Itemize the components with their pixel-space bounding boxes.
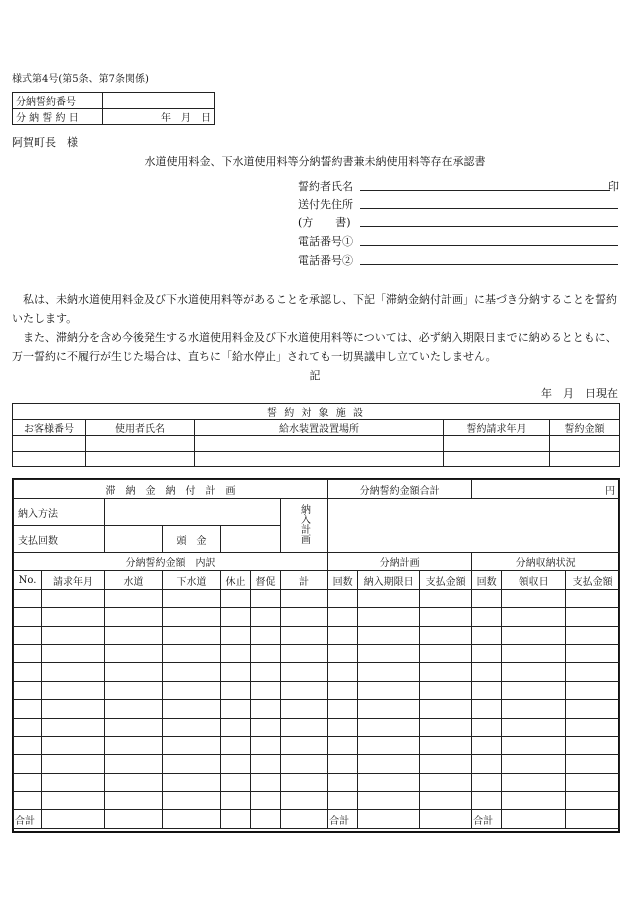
table-cell[interactable] (163, 589, 221, 607)
table-cell[interactable] (221, 773, 251, 791)
table-cell[interactable] (420, 755, 472, 773)
payment-method-value[interactable] (105, 499, 281, 526)
care-of-line[interactable] (360, 226, 618, 227)
table-cell[interactable] (281, 608, 328, 626)
table-cell[interactable] (420, 589, 472, 607)
table-cell[interactable] (163, 718, 221, 736)
payment-method-label: 納入方法 (14, 499, 105, 526)
table-cell[interactable] (14, 644, 42, 662)
agreement-number-label: 分納誓約番号 (13, 93, 103, 109)
table-cell[interactable] (221, 736, 251, 754)
document-title: 水道使用料金、下水道使用料等分納誓約書兼未納使用料等存在承認書 (144, 155, 486, 168)
table-cell[interactable] (281, 663, 328, 681)
table-cell[interactable] (163, 663, 221, 681)
col-pledge-amount: 誓約金額 (550, 420, 620, 436)
table-cell[interactable] (420, 736, 472, 754)
table-row (14, 626, 620, 644)
table-cell[interactable] (163, 700, 221, 718)
table-cell[interactable] (566, 626, 620, 644)
table-cell[interactable] (472, 589, 502, 607)
table-cell[interactable] (163, 792, 221, 810)
table-cell[interactable] (281, 736, 328, 754)
table-cell[interactable] (221, 589, 251, 607)
table-cell[interactable] (472, 608, 502, 626)
table-row (14, 663, 620, 681)
table-cell[interactable] (163, 773, 221, 791)
payment-plan-vertical-label (281, 499, 328, 553)
plan-column-headers (14, 571, 620, 589)
table-cell[interactable] (358, 681, 420, 699)
table-row (13, 436, 620, 452)
table-cell[interactable] (42, 755, 105, 773)
table-cell[interactable] (328, 608, 358, 626)
plan-rows (14, 589, 620, 810)
table-cell[interactable] (566, 736, 620, 754)
col-customer-number: お客様番号 (13, 420, 86, 436)
table-row (14, 608, 620, 626)
col-sewer: 下水道 (163, 571, 221, 589)
table-cell[interactable] (328, 792, 358, 810)
col-claim-month: 請求年月 (42, 571, 105, 589)
address-label: 送付先住所 (298, 198, 353, 211)
installments-value[interactable] (105, 526, 163, 553)
table-cell[interactable] (472, 773, 502, 791)
table-cell[interactable] (163, 644, 221, 662)
col-no: No. (14, 571, 42, 589)
table-cell[interactable] (42, 589, 105, 607)
table-cell[interactable] (251, 589, 281, 607)
table-cell[interactable] (281, 755, 328, 773)
note-mark: 記 (309, 369, 321, 382)
table-row (14, 755, 620, 773)
table-row (14, 736, 620, 754)
table-row (14, 792, 620, 810)
table-cell[interactable] (420, 663, 472, 681)
table-cell[interactable] (221, 755, 251, 773)
table-cell[interactable] (502, 736, 566, 754)
table-cell[interactable] (566, 700, 620, 718)
table-cell[interactable] (251, 608, 281, 626)
total-label-status: 合計 (472, 810, 502, 828)
table-cell[interactable] (105, 608, 163, 626)
table-cell[interactable] (358, 644, 420, 662)
payment-plan-vertical-text: 納入計画 (298, 504, 310, 544)
table-cell[interactable] (251, 718, 281, 736)
table-cell[interactable] (105, 718, 163, 736)
table-cell[interactable] (14, 681, 42, 699)
table-row (14, 700, 620, 718)
installments-label: 支払回数 (14, 526, 105, 553)
table-cell[interactable] (221, 681, 251, 699)
table-cell[interactable] (163, 736, 221, 754)
agreement-number-value[interactable] (103, 93, 215, 109)
table-cell[interactable] (105, 644, 163, 662)
table-cell[interactable] (281, 792, 328, 810)
table-cell[interactable] (281, 681, 328, 699)
schedule-header: 分納計画 (328, 553, 472, 571)
table-cell[interactable] (105, 589, 163, 607)
table-cell[interactable] (420, 700, 472, 718)
table-cell[interactable] (105, 663, 163, 681)
table-cell[interactable] (221, 792, 251, 810)
table-cell[interactable] (328, 736, 358, 754)
table-cell[interactable] (328, 755, 358, 773)
table-cell[interactable] (566, 608, 620, 626)
table-cell[interactable] (105, 700, 163, 718)
table-cell[interactable] (251, 663, 281, 681)
table-cell[interactable] (472, 718, 502, 736)
table-cell[interactable] (328, 700, 358, 718)
phone2-line[interactable] (360, 264, 618, 265)
table-cell[interactable] (105, 681, 163, 699)
table-cell[interactable] (420, 773, 472, 791)
status-header: 分納収納状況 (472, 553, 620, 571)
table-cell[interactable] (358, 792, 420, 810)
total-label-schedule: 合計 (328, 810, 358, 828)
table-cell[interactable] (42, 736, 105, 754)
table-cell[interactable] (358, 663, 420, 681)
table-cell[interactable] (566, 773, 620, 791)
down-payment-label: 頭 金 (163, 526, 221, 553)
table-cell[interactable] (163, 608, 221, 626)
table-cell[interactable] (502, 589, 566, 607)
table-cell[interactable] (472, 755, 502, 773)
pledger-name-label: 誓約者氏名 (298, 180, 353, 193)
down-payment-value[interactable] (221, 526, 281, 553)
address-line[interactable] (360, 208, 618, 209)
table-cell[interactable] (358, 608, 420, 626)
agreement-date-label: 分 納 誓 約 日 (13, 109, 103, 125)
table-cell[interactable] (14, 773, 42, 791)
col-reminder: 督促 (251, 571, 281, 589)
table-cell[interactable] (251, 755, 281, 773)
table-cell[interactable] (502, 681, 566, 699)
payment-plan-notes[interactable] (328, 499, 620, 553)
table-cell[interactable] (328, 773, 358, 791)
col-install-location: 給水装置設置場所 (195, 420, 444, 436)
table-cell[interactable] (281, 700, 328, 718)
table-cell[interactable] (42, 718, 105, 736)
plan-total-row (14, 810, 620, 828)
table-row (14, 589, 620, 607)
table-cell[interactable] (328, 718, 358, 736)
table-cell[interactable] (251, 681, 281, 699)
table-row (14, 718, 620, 736)
table-cell[interactable] (420, 718, 472, 736)
breakdown-header: 分納誓約金額 内訳 (14, 553, 328, 571)
table-cell[interactable] (14, 755, 42, 773)
total-pledge-value[interactable]: 円 (472, 480, 620, 499)
table-cell[interactable] (566, 792, 620, 810)
table-cell[interactable] (281, 589, 328, 607)
table-cell[interactable] (281, 718, 328, 736)
table-cell[interactable] (502, 718, 566, 736)
table-cell[interactable] (14, 663, 42, 681)
table-cell[interactable] (163, 681, 221, 699)
col-plan-amount: 支払金額 (420, 571, 472, 589)
table-cell[interactable] (14, 792, 42, 810)
table-cell[interactable] (502, 773, 566, 791)
table-cell[interactable] (502, 644, 566, 662)
table-cell[interactable] (105, 736, 163, 754)
table-cell[interactable] (566, 755, 620, 773)
col-receipt-date: 領収日 (502, 571, 566, 589)
table-cell[interactable] (42, 608, 105, 626)
pledge-paragraph-2: また、滞納分を含め今後発生する水道使用料金及び下水道使用料等については、必ず納入期限日までに納めるとともに、万一誓約に不履行が生じた場合は、直ちに「給水停止」されても一切異議申し立ていたしません。 (12, 331, 617, 363)
table-cell[interactable] (14, 589, 42, 607)
table-cell[interactable] (328, 644, 358, 662)
table-cell[interactable] (328, 626, 358, 644)
table-cell[interactable] (420, 626, 472, 644)
table-cell[interactable] (105, 755, 163, 773)
table-cell[interactable] (358, 736, 420, 754)
table-cell[interactable] (42, 644, 105, 662)
table-cell[interactable] (502, 608, 566, 626)
table-cell[interactable] (14, 626, 42, 644)
phone2-label: 電話番号② (298, 254, 353, 267)
col-water: 水道 (105, 571, 163, 589)
phone1-label: 電話番号① (298, 235, 353, 248)
payment-plan-table (13, 479, 620, 829)
table-cell[interactable] (566, 718, 620, 736)
col-subtotal: 計 (281, 571, 328, 589)
table-cell[interactable] (251, 773, 281, 791)
table-cell[interactable] (502, 792, 566, 810)
table-cell[interactable] (472, 644, 502, 662)
col-due-date: 納入期限日 (358, 571, 420, 589)
as-of-date: 年 月 日現在 (541, 387, 618, 400)
agreement-meta-table (12, 92, 215, 125)
table-cell[interactable] (251, 626, 281, 644)
table-cell[interactable] (42, 700, 105, 718)
form-number: 様式第4号(第5条、第7条関係) (12, 74, 149, 85)
table-cell[interactable] (14, 718, 42, 736)
table-cell[interactable] (14, 608, 42, 626)
table-cell[interactable] (42, 626, 105, 644)
table-cell[interactable] (472, 736, 502, 754)
table-cell[interactable] (14, 700, 42, 718)
table-cell[interactable] (358, 773, 420, 791)
table-cell[interactable] (251, 644, 281, 662)
pledger-name-line[interactable] (360, 190, 610, 191)
table-cell[interactable] (42, 681, 105, 699)
table-cell[interactable] (42, 773, 105, 791)
table-cell[interactable] (502, 700, 566, 718)
table-cell[interactable] (105, 792, 163, 810)
table-cell[interactable] (281, 626, 328, 644)
table-cell[interactable] (502, 755, 566, 773)
col-plan-count: 回数 (328, 571, 358, 589)
table-row (14, 681, 620, 699)
total-pledge-label: 分納誓約金額合計 (328, 480, 472, 499)
table-cell[interactable] (221, 608, 251, 626)
table-cell[interactable] (221, 663, 251, 681)
table-cell[interactable] (105, 626, 163, 644)
table-cell[interactable] (472, 700, 502, 718)
table-cell[interactable] (420, 644, 472, 662)
table-cell[interactable] (420, 608, 472, 626)
table-row (14, 773, 620, 791)
table-cell[interactable] (14, 736, 42, 754)
table-cell[interactable] (358, 700, 420, 718)
table-cell[interactable] (420, 681, 472, 699)
table-cell[interactable] (328, 663, 358, 681)
table-cell[interactable] (251, 792, 281, 810)
table-cell[interactable] (42, 792, 105, 810)
col-status-amount: 支払金額 (566, 571, 620, 589)
facility-header: 誓 約 対 象 施 設 (13, 404, 620, 420)
table-cell[interactable] (472, 663, 502, 681)
table-cell[interactable] (221, 700, 251, 718)
table-cell[interactable] (358, 718, 420, 736)
agreement-date-value[interactable]: 年 月 日 (103, 109, 215, 125)
addressee: 阿賀町長 様 (12, 136, 78, 149)
table-cell[interactable] (358, 589, 420, 607)
table-cell[interactable] (163, 626, 221, 644)
col-claim-period: 誓約請求年月 (444, 420, 550, 436)
table-cell[interactable] (420, 792, 472, 810)
total-label-breakdown: 合計 (14, 810, 42, 828)
seal-mark: 印 (608, 180, 619, 193)
table-cell[interactable] (221, 626, 251, 644)
phone1-line[interactable] (360, 245, 618, 246)
table-cell[interactable] (502, 626, 566, 644)
col-user-name: 使用者氏名 (86, 420, 195, 436)
table-cell[interactable] (472, 792, 502, 810)
table-cell[interactable] (472, 681, 502, 699)
table-cell[interactable] (472, 626, 502, 644)
table-cell[interactable] (251, 700, 281, 718)
table-cell[interactable] (358, 755, 420, 773)
table-cell[interactable] (328, 589, 358, 607)
table-cell[interactable] (328, 681, 358, 699)
table-cell[interactable] (251, 736, 281, 754)
col-status-count: 回数 (472, 571, 502, 589)
care-of-label: (方 書) (298, 216, 351, 229)
table-cell[interactable] (566, 681, 620, 699)
table-cell[interactable] (566, 589, 620, 607)
table-cell[interactable] (105, 773, 163, 791)
table-cell[interactable] (221, 644, 251, 662)
facility-table (12, 403, 620, 467)
table-cell[interactable] (42, 663, 105, 681)
table-cell[interactable] (221, 718, 251, 736)
table-cell[interactable] (163, 755, 221, 773)
table-row (13, 451, 620, 467)
col-suspension: 休止 (221, 571, 251, 589)
table-cell[interactable] (281, 773, 328, 791)
table-cell[interactable] (281, 644, 328, 662)
table-cell[interactable] (566, 663, 620, 681)
plan-title: 滞 納 金 納 付 計 画 (14, 480, 328, 499)
table-cell[interactable] (502, 663, 566, 681)
table-row (14, 644, 620, 662)
pledge-paragraph-1: 私は、未納水道使用料金及び下水道使用料等があることを承認し、下記「滞納金納付計画」に基づき分納することを誓約いたします。 (12, 293, 617, 325)
table-cell[interactable] (566, 644, 620, 662)
table-cell[interactable] (358, 626, 420, 644)
